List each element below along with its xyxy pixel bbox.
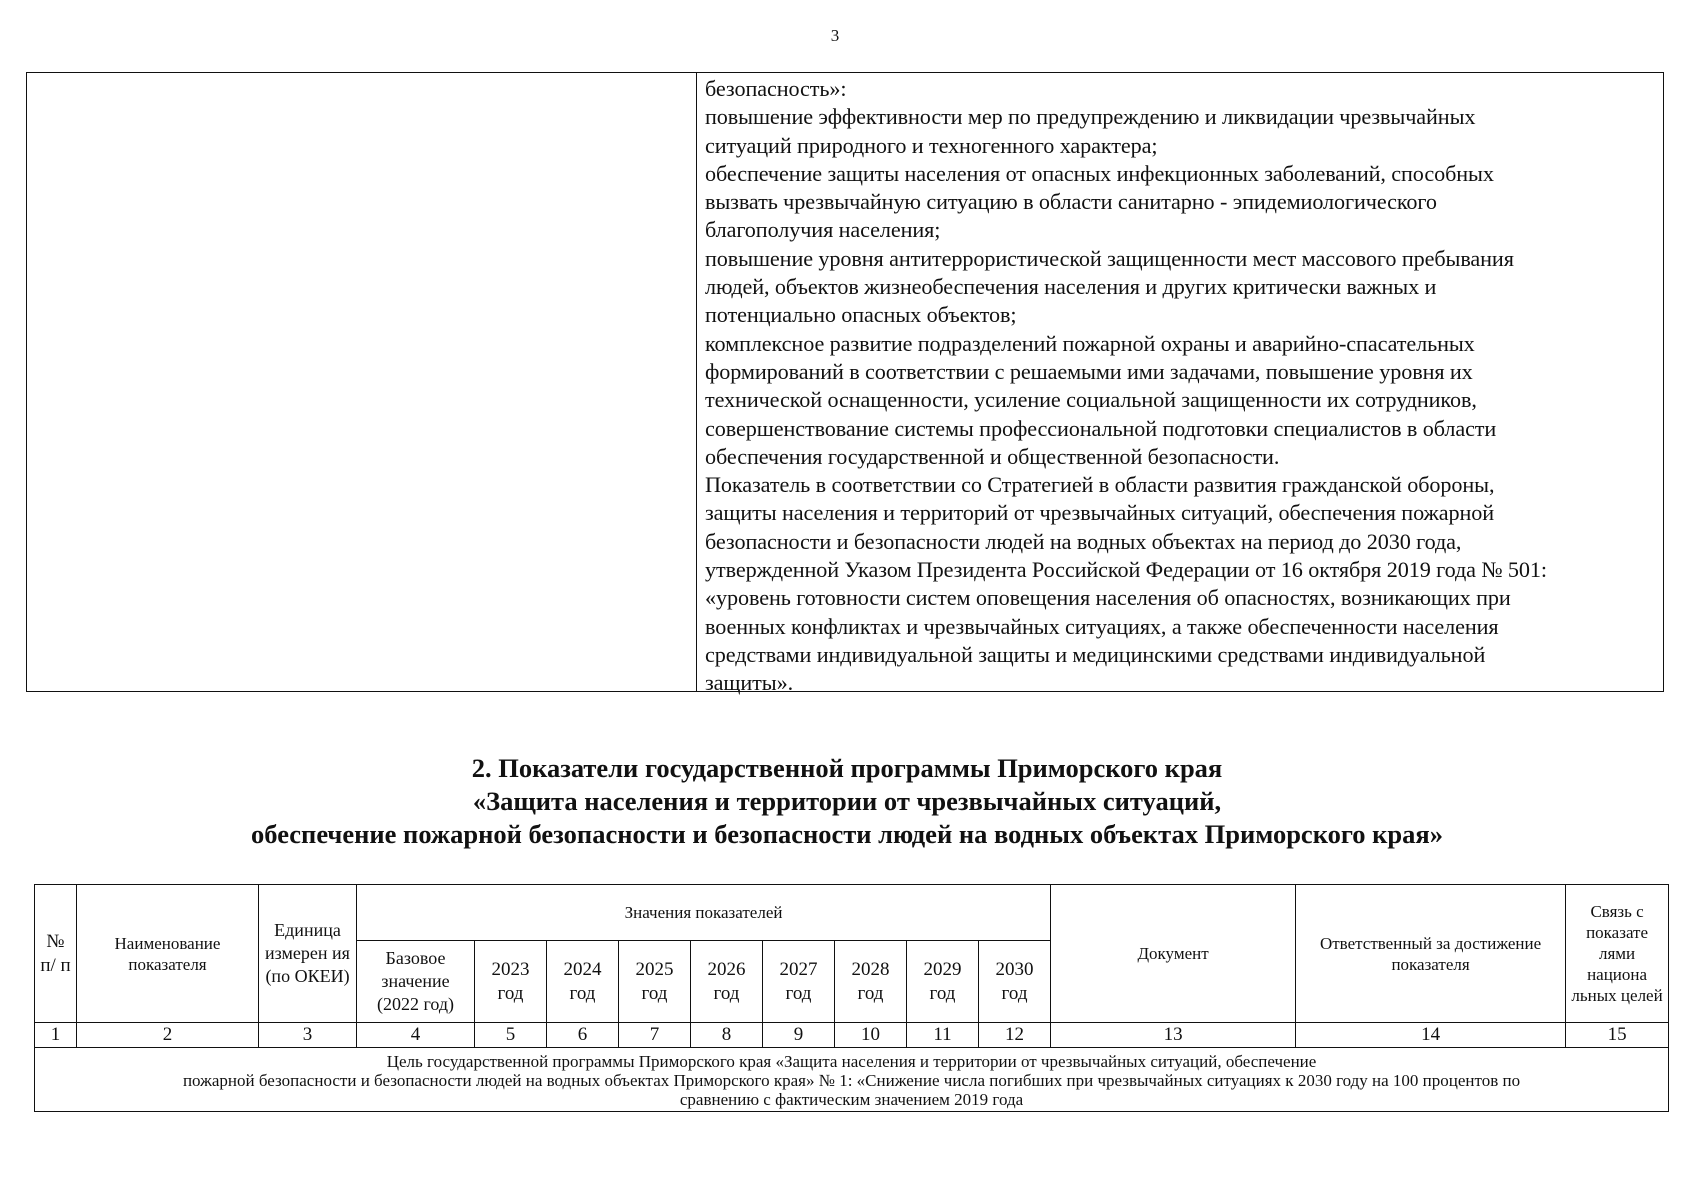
continuation-text-line: военных конфликтах и чрезвычайных ситуациях, а также обеспеченности населения xyxy=(705,613,1499,639)
header-indicator-values: Значения показателей xyxy=(357,885,1051,941)
column-number: 4 xyxy=(357,1023,475,1048)
continuation-empty-cell xyxy=(27,73,697,691)
column-number: 9 xyxy=(763,1023,835,1048)
header-year: 2029 год xyxy=(907,941,979,1023)
column-number: 10 xyxy=(835,1023,907,1048)
section-title-line-2: «Защита населения и территории от чрезвычайных ситуаций, xyxy=(472,786,1222,816)
column-number: 12 xyxy=(979,1023,1051,1048)
header-year: 2024 год xyxy=(547,941,619,1023)
header-number: № п/ п xyxy=(35,885,77,1023)
header-year: 2027 год xyxy=(763,941,835,1023)
section-title-line-3: обеспечение пожарной безопасности и безопасности людей на водных объектах Приморского края» xyxy=(251,819,1443,849)
column-number: 13 xyxy=(1051,1023,1296,1048)
header-year: 2025 год xyxy=(619,941,691,1023)
continuation-text-line: потенциально опасных объектов; xyxy=(705,302,1017,328)
continuation-text-line: формирований в соответствии с решаемыми ими задачами, повышение уровня их xyxy=(705,358,1473,384)
header-year: 2028 год xyxy=(835,941,907,1023)
header-year: 2030 год xyxy=(979,941,1051,1023)
header-document: Документ xyxy=(1051,885,1296,1023)
continuation-text-line: повышение эффективности мер по предупреждению и ликвидации чрезвычайных xyxy=(705,104,1476,130)
continuation-table xyxy=(26,72,1664,696)
continuation-text-line: людей, объектов жизнеобеспечения населения и других критически важных и xyxy=(705,274,1437,300)
column-number-row xyxy=(35,1023,1669,1048)
header-base-value: Базовое значение (2022 год) xyxy=(357,941,475,1023)
continuation-text-line: обеспечение защиты населения от опасных инфекционных заболеваний, способных xyxy=(705,160,1494,186)
goal-cell xyxy=(35,1048,1669,1112)
continuation-text-line: обеспечения государственной и общественной безопасности. xyxy=(705,443,1280,469)
continuation-text-line: благополучия населения; xyxy=(705,217,941,243)
header-responsible: Ответственный за достижение показателя xyxy=(1296,885,1566,1023)
column-number: 5 xyxy=(475,1023,547,1048)
continuation-text-line: Показатель в соответствии со Стратегией в области развития гражданской обороны, xyxy=(705,472,1495,498)
page-number: 3 xyxy=(830,26,840,45)
continuation-text-line: защиты». xyxy=(705,670,794,696)
column-number: 14 xyxy=(1296,1023,1566,1048)
continuation-text-line: «уровень готовности систем оповещения населения об опасностях, возникающих при xyxy=(705,585,1511,611)
column-number: 3 xyxy=(259,1023,357,1048)
header-year: 2026 год xyxy=(691,941,763,1023)
goal-text-line-1: Цель государственной программы Приморского края «Защита населения и территории от чрезвычайных ситуаций, обеспечение xyxy=(386,1052,1317,1071)
continuation-text-line: комплексное развитие подразделений пожарной охраны и аварийно-спасательных xyxy=(705,330,1475,356)
continuation-text-line: ситуаций природного и техногенного характера; xyxy=(705,132,1158,158)
column-number: 7 xyxy=(619,1023,691,1048)
header-national-goals-link: Связь с показате лями национа льных целей xyxy=(1566,885,1669,1023)
column-number: 8 xyxy=(691,1023,763,1048)
goal-text-line-3: сравнению с фактическим значением 2019 года xyxy=(679,1090,1024,1109)
header-unit: Единица измерен ия (по ОКЕИ) xyxy=(259,885,357,1023)
continuation-text-line: защиты населения и территорий от чрезвычайных ситуаций, обеспечения пожарной xyxy=(705,500,1495,526)
goal-row xyxy=(35,1048,1669,1112)
column-number: 1 xyxy=(35,1023,77,1048)
goal-text-line-2: пожарной безопасности и безопасности людей на водных объектах Приморского края» № 1: «Снижение числа погибших при чрезвычайных ситуациях к 2030 году на 100 процентов по xyxy=(182,1071,1521,1090)
header-indicator-name: Наименование показателя xyxy=(77,885,259,1023)
continuation-text-line: технической оснащенности, усиление социальной защищенности их сотрудников, xyxy=(705,387,1477,413)
column-number: 6 xyxy=(547,1023,619,1048)
continuation-text-cell xyxy=(697,73,1663,696)
section-title-line-1: 2. Показатели государственной программы Приморского края xyxy=(471,753,1223,783)
continuation-text-line: утвержденной Указом Президента Российской Федерации от 16 октября 2019 года № 501: xyxy=(705,557,1547,583)
column-number: 2 xyxy=(77,1023,259,1048)
column-number: 11 xyxy=(907,1023,979,1048)
continuation-text-line: безопасности и безопасности людей на водных объектах на период до 2030 года, xyxy=(705,528,1462,554)
column-number: 15 xyxy=(1566,1023,1669,1048)
continuation-text-line: повышение уровня антитеррористической защищенности мест массового пребывания xyxy=(705,245,1514,271)
indicators-table xyxy=(34,884,1669,1112)
continuation-text-line: безопасность»: xyxy=(705,76,847,101)
continuation-text-line: средствами индивидуальной защиты и медицинскими средствами индивидуальной xyxy=(705,641,1486,667)
continuation-text-line: совершенствование системы профессиональной подготовки специалистов в области xyxy=(705,415,1497,441)
header-year: 2023 год xyxy=(475,941,547,1023)
section-title xyxy=(0,752,1694,851)
continuation-text-line: вызвать чрезвычайную ситуацию в области санитарно - эпидемиологического xyxy=(705,189,1437,215)
